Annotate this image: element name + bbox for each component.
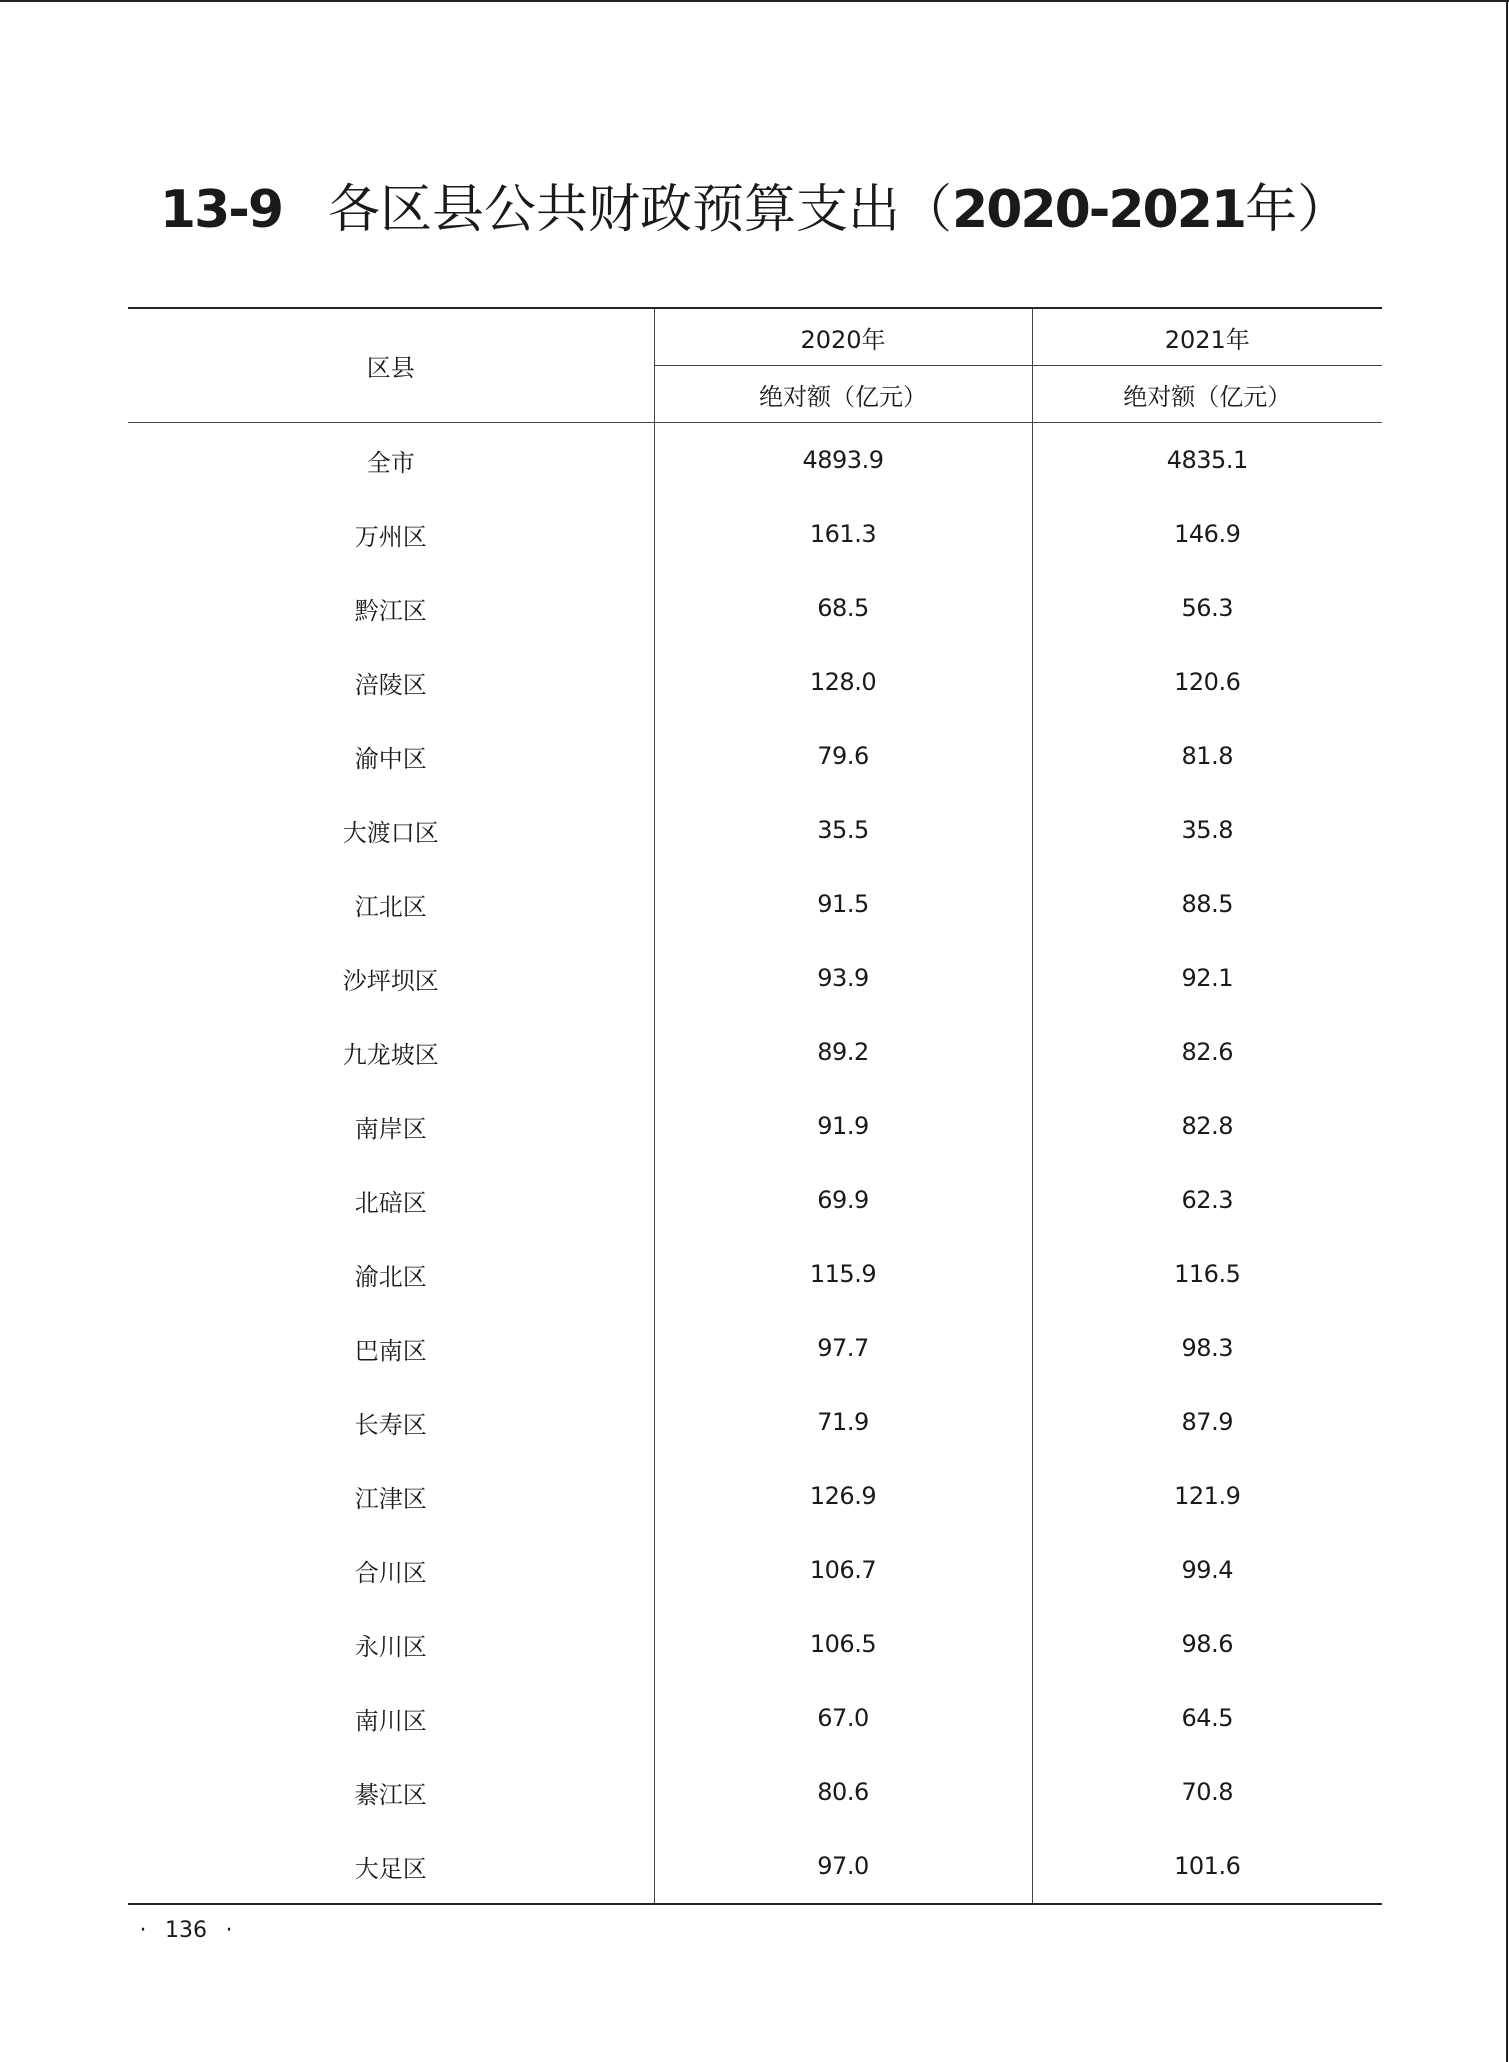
value-2021-cell: 98.6 bbox=[1032, 1607, 1382, 1681]
district-cell: 永川区 bbox=[354, 1632, 427, 1661]
table-row bbox=[128, 867, 1382, 941]
district-cell: 长寿区 bbox=[354, 1410, 427, 1439]
district-cell: 沙坪坝区 bbox=[342, 966, 439, 995]
value-2020-cell: 126.9 bbox=[654, 1459, 1032, 1533]
value-2020-cell: 97.7 bbox=[654, 1311, 1032, 1385]
title-suffix: 年） bbox=[1245, 180, 1350, 240]
district-cell: 大渡口区 bbox=[342, 818, 439, 847]
table-row bbox=[128, 1089, 1382, 1163]
value-2021-cell: 121.9 bbox=[1032, 1459, 1382, 1533]
value-2020-cell: 93.9 bbox=[654, 941, 1032, 1015]
district-cell: 江津区 bbox=[354, 1484, 427, 1513]
value-2020-cell: 69.9 bbox=[654, 1163, 1032, 1237]
value-2021-cell: 56.3 bbox=[1032, 571, 1382, 645]
table-row bbox=[128, 1533, 1382, 1607]
page-footer bbox=[128, 1918, 244, 1943]
value-2020-cell: 4893.9 bbox=[654, 423, 1032, 498]
table-row bbox=[128, 1163, 1382, 1237]
value-2020-cell: 128.0 bbox=[654, 645, 1032, 719]
value-2021-cell: 99.4 bbox=[1032, 1533, 1382, 1607]
district-cell: 全市 bbox=[366, 448, 415, 477]
value-2021-cell: 116.5 bbox=[1032, 1237, 1382, 1311]
value-2021-cell: 98.3 bbox=[1032, 1311, 1382, 1385]
table-row bbox=[128, 1311, 1382, 1385]
table-row bbox=[128, 1681, 1382, 1755]
value-2020-cell: 115.9 bbox=[654, 1237, 1032, 1311]
page-border-top bbox=[0, 0, 1509, 2]
value-2020-cell: 71.9 bbox=[654, 1385, 1032, 1459]
table-row bbox=[128, 571, 1382, 645]
district-cell: 渝中区 bbox=[354, 744, 427, 773]
page-title bbox=[0, 170, 1509, 250]
column-header-2020: 2020年 bbox=[654, 308, 1032, 366]
header-row-years bbox=[128, 308, 1382, 366]
table-row bbox=[128, 497, 1382, 571]
district-cell: 江北区 bbox=[354, 892, 427, 921]
page-border-right bbox=[1506, 0, 1508, 2062]
table-row bbox=[128, 1607, 1382, 1681]
table-number: 13-9 bbox=[159, 180, 283, 240]
value-2020-cell: 106.7 bbox=[654, 1533, 1032, 1607]
table-row bbox=[128, 645, 1382, 719]
value-2020-cell: 79.6 bbox=[654, 719, 1032, 793]
table-row bbox=[128, 1385, 1382, 1459]
title-years: 2020-2021 bbox=[952, 180, 1246, 240]
table-header bbox=[128, 308, 1382, 423]
table-row bbox=[128, 423, 1382, 498]
district-cell: 涪陵区 bbox=[354, 670, 427, 699]
table-row bbox=[128, 719, 1382, 793]
page-number: 136 bbox=[165, 1918, 207, 1943]
value-2020-cell: 35.5 bbox=[654, 793, 1032, 867]
value-2021-cell: 81.8 bbox=[1032, 719, 1382, 793]
value-2021-cell: 82.6 bbox=[1032, 1015, 1382, 1089]
value-2021-cell: 70.8 bbox=[1032, 1755, 1382, 1829]
table-row bbox=[128, 941, 1382, 1015]
value-2020-cell: 80.6 bbox=[654, 1755, 1032, 1829]
district-cell: 大足区 bbox=[128, 1829, 654, 1904]
district-cell: 南岸区 bbox=[354, 1114, 427, 1143]
column-header-district: 区县 bbox=[128, 308, 654, 423]
table-row bbox=[128, 1237, 1382, 1311]
value-2021-cell: 146.9 bbox=[1032, 497, 1382, 571]
district-cell: 南川区 bbox=[354, 1706, 427, 1735]
footer-dot-left: · bbox=[139, 1918, 147, 1943]
value-2020-cell: 106.5 bbox=[654, 1607, 1032, 1681]
value-2020-cell: 67.0 bbox=[654, 1681, 1032, 1755]
table-body bbox=[128, 423, 1382, 1905]
value-2020-cell: 89.2 bbox=[654, 1015, 1032, 1089]
table-row bbox=[128, 1015, 1382, 1089]
value-2020-cell: 68.5 bbox=[654, 571, 1032, 645]
table-row bbox=[128, 1459, 1382, 1533]
value-2021-cell: 88.5 bbox=[1032, 867, 1382, 941]
column-header-2021: 2021年 bbox=[1032, 308, 1382, 366]
district-cell: 巴南区 bbox=[354, 1336, 427, 1365]
district-cell: 合川区 bbox=[354, 1558, 427, 1587]
value-2020-cell: 91.9 bbox=[654, 1089, 1032, 1163]
district-cell: 渝北区 bbox=[354, 1262, 427, 1291]
column-subheader-2020: 绝对额（亿元） bbox=[654, 366, 1032, 423]
value-2021-cell: 64.5 bbox=[1032, 1681, 1382, 1755]
district-cell: 北碚区 bbox=[354, 1188, 427, 1217]
district-cell: 綦江区 bbox=[354, 1780, 427, 1809]
table-row bbox=[128, 793, 1382, 867]
value-2021-cell: 82.8 bbox=[1032, 1089, 1382, 1163]
value-2020-cell: 91.5 bbox=[654, 867, 1032, 941]
district-cell: 九龙坡区 bbox=[342, 1040, 439, 1069]
district-cell: 万州区 bbox=[354, 522, 427, 551]
column-subheader-2021: 绝对额（亿元） bbox=[1032, 366, 1382, 423]
value-2021-cell: 4835.1 bbox=[1032, 423, 1382, 498]
table-row bbox=[128, 1829, 1382, 1904]
expenditure-table bbox=[128, 307, 1382, 1905]
value-2021-cell: 92.1 bbox=[1032, 941, 1382, 1015]
table-row bbox=[128, 1755, 1382, 1829]
value-2021-cell: 62.3 bbox=[1032, 1163, 1382, 1237]
district-cell: 黔江区 bbox=[354, 596, 427, 625]
value-2021-cell: 35.8 bbox=[1032, 793, 1382, 867]
value-2021-cell: 101.6 bbox=[1032, 1829, 1382, 1904]
title-text: 各区县公共财政预算支出（ bbox=[328, 180, 953, 240]
value-2021-cell: 87.9 bbox=[1032, 1385, 1382, 1459]
footer-dot-right: · bbox=[225, 1918, 233, 1943]
value-2020-cell: 161.3 bbox=[654, 497, 1032, 571]
value-2020-cell: 97.0 bbox=[654, 1829, 1032, 1904]
value-2021-cell: 120.6 bbox=[1032, 645, 1382, 719]
